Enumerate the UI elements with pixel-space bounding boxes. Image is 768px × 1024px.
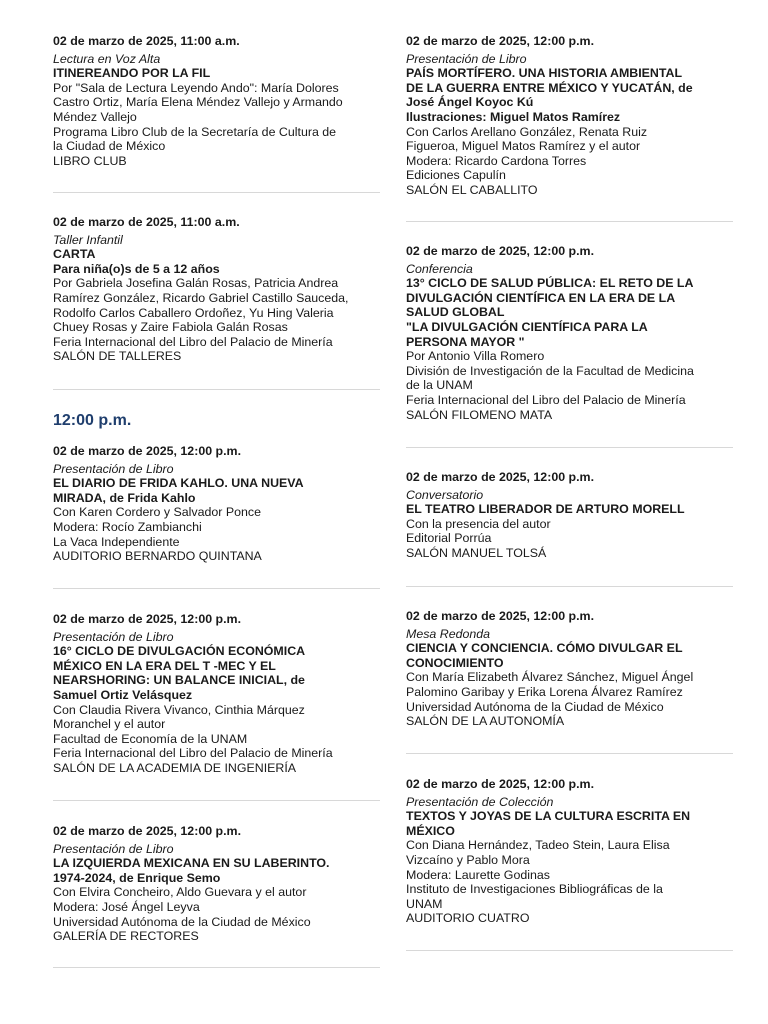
- event-venue: SALÓN DE LA AUTONOMÍA: [406, 714, 565, 729]
- event-title-line: CONOCIMIENTO: [406, 655, 504, 670]
- event-detail-line: Editorial Porrúa: [406, 531, 492, 546]
- event-venue: SALÓN FILOMENO MATA: [406, 407, 553, 422]
- event-detail-line: Palomino Garibay y Erika Lorena Álvarez Ramírez: [406, 684, 683, 699]
- event-type: Conversatorio: [406, 487, 484, 502]
- event-card: [406, 34, 736, 198]
- event-detail-line: Feria Internacional del Libro del Palacio de Minería: [53, 746, 333, 761]
- event-detail-line: Con Claudia Rivera Vivanco, Cinthia Márquez: [53, 702, 305, 717]
- event-detail-line: de la UNAM: [406, 378, 473, 393]
- event-detail-line: Con María Elizabeth Álvarez Sánchez, Miguel Ángel: [406, 670, 694, 685]
- event-type: Presentación de Colección: [406, 794, 554, 809]
- event-detail-line: Universidad Autónoma de la Ciudad de México: [53, 914, 311, 929]
- event-separator: [406, 753, 733, 754]
- event-venue: LIBRO CLUB: [53, 153, 127, 168]
- event-separator: [53, 192, 380, 193]
- event-separator: [406, 221, 733, 222]
- event-detail-line: Moranchel y el autor: [53, 717, 166, 732]
- event-detail-line: Instituto de Investigaciones Bibliográficas de la: [406, 882, 663, 897]
- event-detail-line: Modera: José Ángel Leyva: [53, 899, 200, 914]
- event-detail-line: Ramírez González, Ricardo Gabriel Castillo Sauceda,: [53, 290, 349, 305]
- event-title-line: "LA DIVULGACIÓN CIENTÍFICA PARA LA: [406, 319, 648, 334]
- event-type: Presentación de Libro: [406, 51, 527, 66]
- event-title-line: Samuel Ortiz Velásquez: [53, 687, 193, 702]
- hour-heading: 12:00 p.m.: [53, 412, 132, 429]
- event-title-line: ITINEREANDO POR LA FIL: [53, 66, 211, 81]
- event-title-line: CARTA: [53, 247, 96, 262]
- event-detail-line: Vizcaíno y Pablo Mora: [406, 852, 530, 867]
- event-separator: [53, 588, 380, 589]
- event-card: [53, 612, 383, 776]
- event-title-line: 16° CICLO DE DIVULGACIÓN ECONÓMICA: [53, 644, 306, 659]
- event-detail-line: Figueroa, Miguel Matos Ramírez y el autor: [406, 139, 641, 154]
- event-venue: AUDITORIO BERNARDO QUINTANA: [53, 549, 262, 564]
- event-date: 02 de marzo de 2025, 11:00 a.m.: [53, 34, 240, 48]
- event-title-line: SALUD GLOBAL: [406, 305, 505, 320]
- event-date: 02 de marzo de 2025, 12:00 p.m.: [406, 470, 595, 484]
- event-title-line: TEXTOS Y JOYAS DE LA CULTURA ESCRITA EN: [406, 809, 691, 824]
- event-detail-line: Universidad Autónoma de la Ciudad de México: [406, 699, 664, 714]
- event-card: [406, 609, 736, 729]
- event-detail-line: Modera: Laurette Godinas: [406, 867, 550, 882]
- event-detail-line: Con Karen Cordero y Salvador Ponce: [53, 505, 262, 520]
- event-venue: GALERÍA DE RECTORES: [53, 929, 199, 944]
- event-type: Lectura en Voz Alta: [53, 51, 161, 66]
- event-type: Taller Infantil: [53, 232, 123, 247]
- event-date: 02 de marzo de 2025, 12:00 p.m.: [53, 444, 242, 458]
- event-date: 02 de marzo de 2025, 12:00 p.m.: [53, 824, 242, 838]
- event-title-line: MÉXICO: [406, 823, 455, 838]
- event-title-line: CIENCIA Y CONCIENCIA. CÓMO DIVULGAR EL: [406, 641, 683, 656]
- event-date: 02 de marzo de 2025, 12:00 p.m.: [406, 244, 595, 258]
- event-venue: AUDITORIO CUATRO: [406, 911, 530, 926]
- event-card: [406, 777, 736, 926]
- event-title-line: Para niña(o)s de 5 a 12 años: [53, 261, 220, 276]
- event-title-line: LA IZQUIERDA MEXICANA EN SU LABERINTO.: [53, 856, 330, 871]
- event-title-line: MIRADA, de Frida Kahlo: [53, 490, 196, 505]
- event-date: 02 de marzo de 2025, 12:00 p.m.: [406, 609, 595, 623]
- event-title-line: DE LA GUERRA ENTRE MÉXICO Y YUCATÁN, de: [406, 80, 693, 95]
- event-title-line: EL DIARIO DE FRIDA KAHLO. UNA NUEVA: [53, 476, 304, 491]
- event-title-line: DIVULGACIÓN CIENTÍFICA EN LA ERA DE LA: [406, 290, 676, 305]
- event-detail-line: Facultad de Economía de la UNAM: [53, 731, 248, 746]
- event-date: 02 de marzo de 2025, 11:00 a.m.: [53, 215, 240, 229]
- event-separator: [53, 389, 380, 390]
- event-card: [53, 444, 383, 564]
- event-detail-line: UNAM: [406, 896, 443, 911]
- event-detail-line: Feria Internacional del Libro del Palacio de Minería: [53, 334, 333, 349]
- event-separator: [406, 950, 733, 951]
- event-separator: [406, 586, 733, 587]
- event-card: [53, 215, 383, 364]
- event-date: 02 de marzo de 2025, 12:00 p.m.: [53, 612, 242, 626]
- event-detail-line: Por "Sala de Lectura Leyendo Ando": María Dolores: [53, 80, 339, 95]
- event-separator: [406, 447, 733, 448]
- event-type: Presentación de Libro: [53, 461, 174, 476]
- event-venue: SALÓN EL CABALLITO: [406, 182, 538, 197]
- event-detail-line: Feria Internacional del Libro del Palacio de Minería: [406, 392, 686, 407]
- event-card: [53, 34, 383, 168]
- event-card: [406, 244, 736, 422]
- event-detail-line: Modera: Rocío Zambianchi: [53, 519, 202, 534]
- event-detail-line: Ediciones Capulín: [406, 168, 506, 183]
- event-title-line: EL TEATRO LIBERADOR DE ARTURO MORELL: [406, 502, 685, 517]
- event-card: [53, 824, 383, 944]
- event-detail-line: Modera: Ricardo Cardona Torres: [406, 153, 587, 168]
- event-venue: SALÓN DE LA ACADEMIA DE INGENIERÍA: [53, 760, 297, 775]
- event-title-line: 1974-2024, de Enrique Semo: [53, 870, 221, 885]
- event-title-line: José Ángel Koyoc Kú: [406, 95, 534, 110]
- event-detail-line: Rodolfo Carlos Caballero Ordoñez, Yu Hing Valeria: [53, 305, 334, 320]
- event-title-line: Ilustraciones: Miguel Matos Ramírez: [406, 109, 621, 124]
- event-date: 02 de marzo de 2025, 12:00 p.m.: [406, 34, 595, 48]
- event-detail-line: Con Diana Hernández, Tadeo Stein, Laura Elisa: [406, 838, 670, 853]
- event-detail-line: Programa Libro Club de la Secretaría de Cultura de: [53, 124, 337, 139]
- event-title-line: MÉXICO EN LA ERA DEL T -MEC Y EL: [53, 658, 276, 673]
- event-detail-line: Con la presencia del autor: [406, 516, 551, 531]
- event-detail-line: la Ciudad de México: [53, 139, 166, 154]
- event-card: [406, 470, 736, 561]
- event-title-line: 13° CICLO DE SALUD PÚBLICA: EL RETO DE LA: [406, 276, 694, 291]
- event-detail-line: La Vaca Independiente: [53, 534, 180, 549]
- event-separator: [53, 967, 380, 968]
- event-title-line: NEARSHORING: UN BALANCE INICIAL, de: [53, 673, 305, 688]
- event-detail-line: Por Gabriela Josefina Galán Rosas, Patricia Andrea: [53, 276, 339, 291]
- event-type: Presentación de Libro: [53, 629, 174, 644]
- event-detail-line: Con Elvira Concheiro, Aldo Guevara y el autor: [53, 885, 307, 900]
- event-detail-line: Por Antonio Villa Romero: [406, 349, 545, 364]
- event-date: 02 de marzo de 2025, 12:00 p.m.: [406, 777, 595, 791]
- event-type: Mesa Redonda: [406, 626, 491, 641]
- event-type: Presentación de Libro: [53, 841, 174, 856]
- event-separator: [53, 800, 380, 801]
- event-detail-line: Con Carlos Arellano González, Renata Ruiz: [406, 124, 648, 139]
- event-type: Conferencia: [406, 261, 473, 276]
- event-title-line: PERSONA MAYOR ": [406, 334, 525, 349]
- event-detail-line: División de Investigación de la Facultad de Medicina: [406, 363, 694, 378]
- event-detail-line: Chuey Rosas y Zaire Fabiola Galán Rosas: [53, 320, 288, 335]
- event-venue: SALÓN MANUEL TOLSÁ: [406, 545, 547, 560]
- event-venue: SALÓN DE TALLERES: [53, 349, 182, 364]
- event-detail-line: Méndez Vallejo: [53, 109, 137, 124]
- event-detail-line: Castro Ortiz, María Elena Méndez Vallejo y Armando: [53, 95, 343, 110]
- event-title-line: PAÍS MORTÍFERO. UNA HISTORIA AMBIENTAL: [406, 66, 683, 81]
